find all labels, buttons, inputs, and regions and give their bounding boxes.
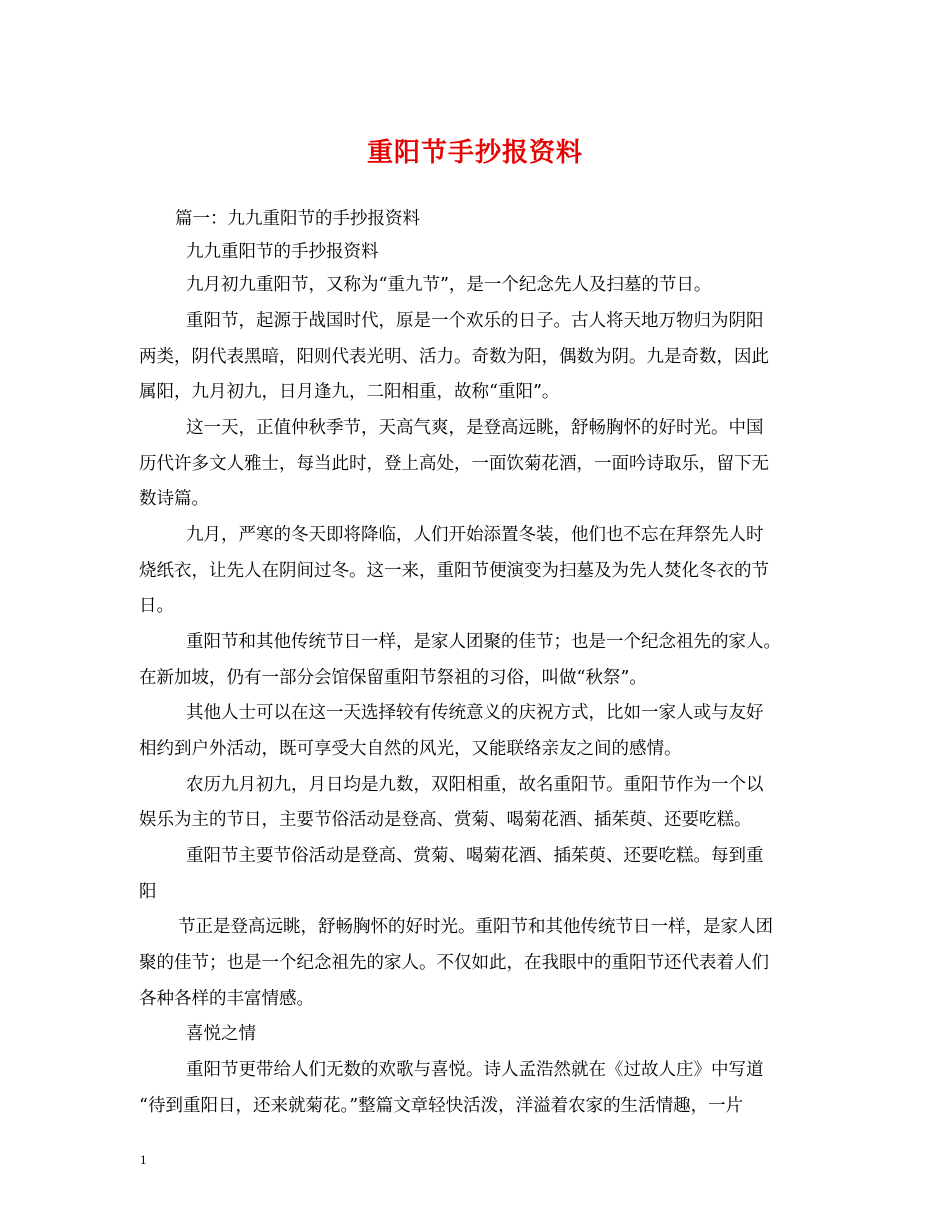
paragraph-line: 烧纸衣，让先人在阴间过冬。这一来，重阳节便演变为扫墓及为先人焚化冬衣的节 bbox=[139, 561, 769, 581]
paragraph-line: 重阳节和其他传统节日一样，是家人团聚的佳节；也是一个纪念祖先的家人。 bbox=[186, 632, 781, 652]
paragraph-line: “待到重阳日，还来就菊花。”整篇文章轻快活泼，洋溢着农家的生活情趣，一片 bbox=[139, 1096, 744, 1116]
paragraph-line: 历代许多文人雅士，每当此时，登上高处，一面饮菊花酒，一面吟诗取乐，留下无 bbox=[139, 454, 769, 474]
paragraph-line: 日。 bbox=[139, 596, 174, 616]
paragraph-line: 其他人士可以在这一天选择较有传统意义的庆祝方式，比如一家人或与友好 bbox=[186, 703, 764, 723]
page-number: 1 bbox=[140, 1152, 147, 1167]
paragraph-line: 属阳，九月初九，日月逢九，二阳相重，故称“重阳”。 bbox=[139, 382, 560, 402]
paragraph-line: 聚的佳节；也是一个纪念祖先的家人。不仅如此，在我眼中的重阳节还代表着人们 bbox=[139, 953, 769, 973]
paragraph-line: 重阳节更带给人们无数的欢歌与喜悦。诗人孟浩然就在《过故人庄》中写道 bbox=[186, 1060, 764, 1080]
paragraph-line: 在新加坡，仍有一部分会馆保留重阳节祭祖的习俗，叫做“秋祭”。 bbox=[139, 668, 647, 688]
paragraph-line: 阳 bbox=[139, 882, 157, 902]
paragraph-line: 这一天，正值仲秋季节，天高气爽，是登高远眺，舒畅胸怀的好时光。中国 bbox=[186, 418, 764, 438]
paragraph-line: 数诗篇。 bbox=[139, 489, 209, 509]
paragraph-line: 九月，严寒的冬天即将降临，人们开始添置冬装，他们也不忘在拜祭先人时 bbox=[186, 525, 764, 545]
paragraph-line: 重阳节主要节俗活动是登高、赏菊、喝菊花酒、插茱萸、还要吃糕。每到重 bbox=[186, 846, 764, 866]
section-heading: 篇一：九九重阳节的手抄报资料 bbox=[175, 209, 420, 229]
paragraph-line: 九月初九重阳节，又称为“重九节”，是一个纪念先人及扫墓的节日。 bbox=[186, 275, 712, 295]
paragraph-line: 节正是登高远眺，舒畅胸怀的好时光。重阳节和其他传统节日一样，是家人团 bbox=[178, 917, 773, 937]
paragraph-line: 重阳节，起源于战国时代，原是一个欢乐的日子。古人将天地万物归为阴阳 bbox=[186, 311, 764, 331]
paragraph-line: 娱乐为主的节日，主要节俗活动是登高、赏菊、喝菊花酒、插茱萸、还要吃糕。 bbox=[139, 810, 752, 830]
subheading: 喜悦之情 bbox=[186, 1024, 256, 1044]
subheading: 九九重阳节的手抄报资料 bbox=[186, 242, 379, 262]
document-title: 重阳节手抄报资料 bbox=[366, 138, 583, 168]
paragraph-line: 两类，阴代表黑暗，阳则代表光明、活力。奇数为阳，偶数为阴。九是奇数，因此 bbox=[139, 347, 769, 367]
paragraph-line: 农历九月初九，月日均是九数，双阳相重，故名重阳节。重阳节作为一个以 bbox=[186, 775, 764, 795]
paragraph-line: 各种各样的丰富情感。 bbox=[139, 989, 314, 1009]
paragraph-line: 相约到户外活动，既可享受大自然的风光，又能联络亲友之间的感情。 bbox=[139, 739, 682, 759]
